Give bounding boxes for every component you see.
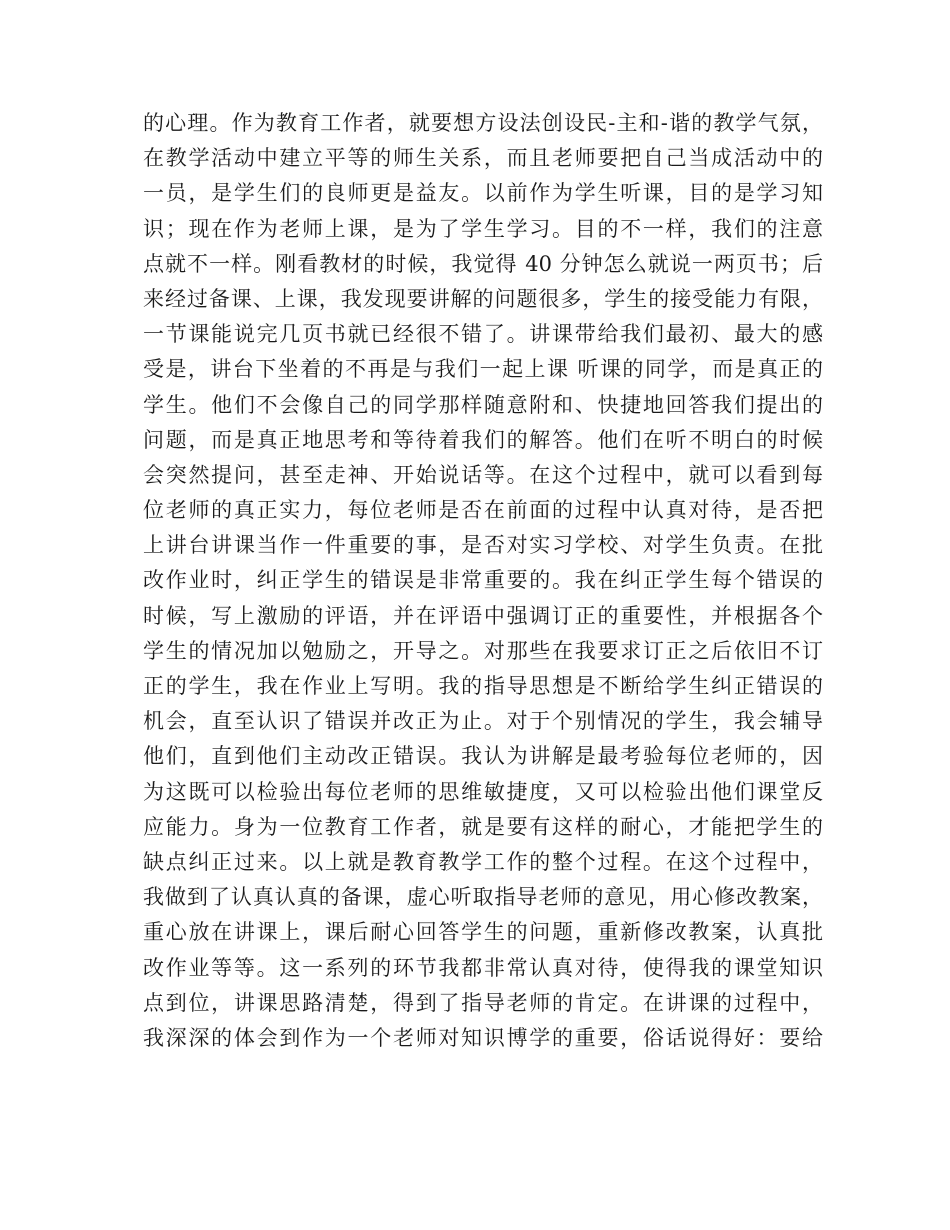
text-line: 问题，而是真正地思考和等待着我们的解答。他们在听不明白的时候 <box>143 427 823 452</box>
text-line: 来经过备课、上课，我发现要讲解的问题很多，学生的接受能力有限， <box>143 286 823 311</box>
text-line: 一员，是学生们的良师更是益友。以前作为学生听课，目的是学习知 <box>143 181 823 206</box>
text-line: 点到位，讲课思路清楚，得到了指导老师的肯定。在讲课的过程中， <box>143 990 823 1015</box>
text-line: 位老师的真正实力，每位老师是否在前面的过程中认真对待，是否把 <box>143 498 823 523</box>
text-line: 点就不一样。刚看教材的时候，我觉得 40 分钟怎么就说一两页书；后 <box>143 251 823 276</box>
text-line: 重心放在讲课上，课后耐心回答学生的问题，重新修改教案，认真批 <box>143 920 823 945</box>
text-line: 为这既可以检验出每位老师的思维敏捷度，又可以检验出他们课堂反 <box>143 779 823 804</box>
text-line: 我深深的体会到作为一个老师对知识博学的重要，俗话说得好：要给 <box>143 1025 823 1050</box>
text-line: 机会，直至认识了错误并改正为止。对于个别情况的学生，我会辅导 <box>143 709 823 734</box>
text-line: 正的学生，我在作业上写明。我的指导思想是不断给学生纠正错误的 <box>143 674 823 698</box>
text-line: 应能力。身为一位教育工作者，就是要有这样的耐心，才能把学生的 <box>143 814 823 839</box>
text-line: 他们，直到他们主动改正错误。我认为讲解是最考验每位老师的，因 <box>143 744 823 769</box>
text-line: 识；现在作为老师上课，是为了学生学习。目的不一样，我们的注意 <box>143 216 823 241</box>
text-line: 我做到了认真认真的备课，虚心听取指导老师的意见，用心修改教案， <box>143 885 823 910</box>
text-line: 上讲台讲课当作一件重要的事，是否对实习学校、对学生负责。在批 <box>143 533 823 558</box>
text-line: 受是，讲台下坐着的不再是与我们一起上课 听课的同学，而是真正的 <box>143 357 823 382</box>
text-line: 改作业时，纠正学生的错误是非常重要的。我在纠正学生每个错误的 <box>143 568 823 593</box>
text-line: 学生的情况加以勉励之，开导之。对那些在我要求订正之后依旧不订 <box>143 638 823 663</box>
text-line: 时候，写上激励的评语，并在评语中强调订正的重要性，并根据各个 <box>143 603 823 628</box>
text-line: 会突然提问，甚至走神、开始说话等。在这个过程中，就可以看到每 <box>143 462 823 487</box>
text-line: 缺点纠正过来。以上就是教育教学工作的整个过程。在这个过程中， <box>143 849 823 874</box>
text-line: 学生。他们不会像自己的同学那样随意附和、快捷地回答我们提出的 <box>143 392 823 417</box>
text-line: 一节课能说完几页书就已经很不错了。讲课带给我们最初、最大的感 <box>143 322 823 347</box>
text-line: 在教学活动中建立平等的师生关系，而且老师要把自己当成活动中的 <box>143 146 823 171</box>
text-line: 的心理。作为教育工作者，就要想方设法创设民-主和-谐的教学气氛， <box>143 111 823 135</box>
text-line: 改作业等等。这一系列的环节我都非常认真对待，使得我的课堂知识 <box>143 955 823 980</box>
body-paragraph <box>143 106 823 1056</box>
